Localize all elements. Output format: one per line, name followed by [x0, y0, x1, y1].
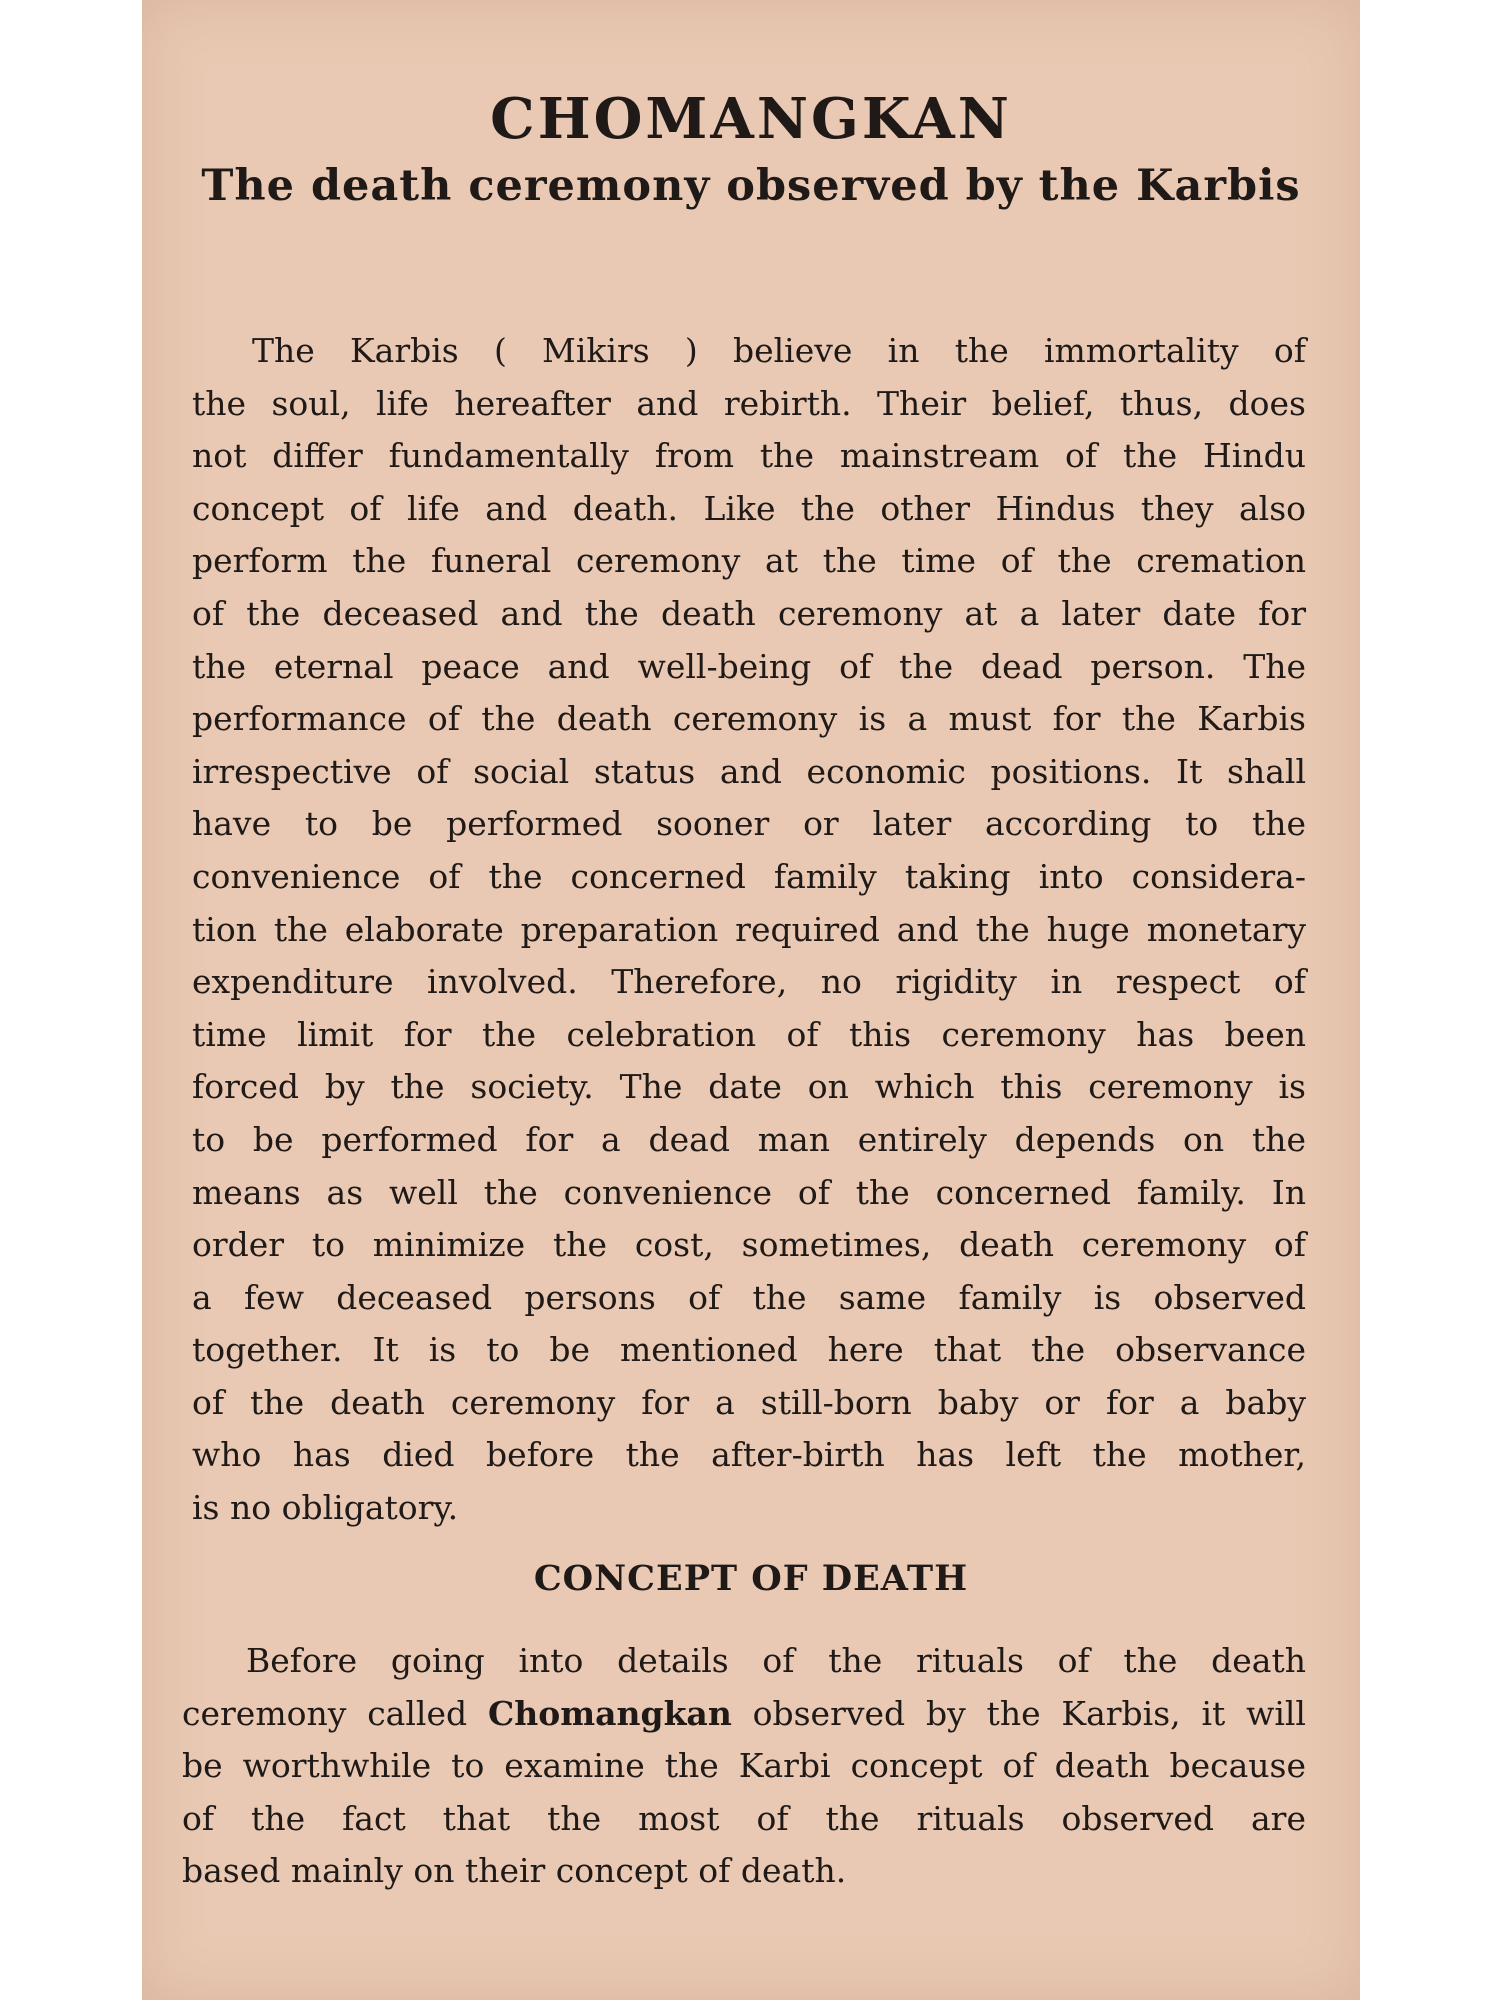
text-line: Before going into details of the rituals of the death [246, 1641, 1306, 1680]
text-line: irrespective of social status and economic positions. It shall [192, 751, 1306, 791]
text-line: forced by the society. The date on which this ceremony is [192, 1067, 1306, 1107]
text-line [182, 1688, 1306, 1741]
text-line: together. It is to be mentioned here that the observance [192, 1330, 1306, 1370]
text-line: of the deceased and the death ceremony at a later date for [192, 593, 1306, 633]
text-line: concept of life and death. Like the other Hindus they also [192, 488, 1306, 528]
text-fragment: observed by the Karbis, it will [731, 1693, 1306, 1733]
page-subtitle: The death ceremony observed by the Karbis [201, 161, 1301, 211]
text-line: of the fact that the most of the rituals observed are [182, 1798, 1306, 1838]
text-line: is no obligatory. [192, 1488, 459, 1528]
text-line: have to be performed sooner or later according to the [192, 804, 1306, 844]
text-line: be worthwhile to examine the Karbi concept of death because [182, 1746, 1306, 1786]
text-line: based mainly on their concept of death. [182, 1851, 847, 1891]
concept-paragraph [182, 1635, 1306, 1898]
text-line: tion the elaborate preparation required and the huge monetary [192, 909, 1306, 949]
text-line: not differ fundamentally from the mainstream of the Hindu [192, 436, 1306, 476]
text-line: a few deceased persons of the same family is observed [192, 1277, 1306, 1317]
text-line: perform the funeral ceremony at the time of the cremation [192, 541, 1306, 581]
text-line: of the death ceremony for a still-born baby or for a baby [192, 1382, 1306, 1422]
text-line: order to minimize the cost, sometimes, death ceremony of [192, 1225, 1306, 1265]
text-line: time limit for the celebration of this ceremony has been [192, 1014, 1306, 1054]
text-line: expenditure involved. Therefore, no rigidity in respect of [192, 962, 1306, 1002]
text-line: who has died before the after-birth has left the mother, [192, 1435, 1306, 1475]
text-line: the soul, life hereafter and rebirth. Their belief, thus, does [192, 383, 1306, 423]
text-line: means as well the convenience of the concerned family. In [192, 1172, 1306, 1212]
ceremony-name: Chomangkan [487, 1693, 732, 1733]
text-line: The Karbis ( Mikirs ) believe in the immortality of [252, 331, 1306, 370]
text-line: the eternal peace and well-being of the dead person. The [192, 646, 1306, 686]
text-line: performance of the death ceremony is a must for the Karbis [192, 699, 1306, 739]
text-fragment: ceremony called [182, 1693, 488, 1733]
page-title: CHOMANGKAN [490, 86, 1012, 152]
text-line: convenience of the concerned family taking into considera- [192, 856, 1306, 896]
book-page [142, 0, 1360, 2000]
section-heading: CONCEPT OF DEATH [533, 1558, 969, 1599]
intro-paragraph [192, 325, 1306, 1535]
text-line: to be performed for a dead man entirely depends on the [192, 1119, 1306, 1159]
